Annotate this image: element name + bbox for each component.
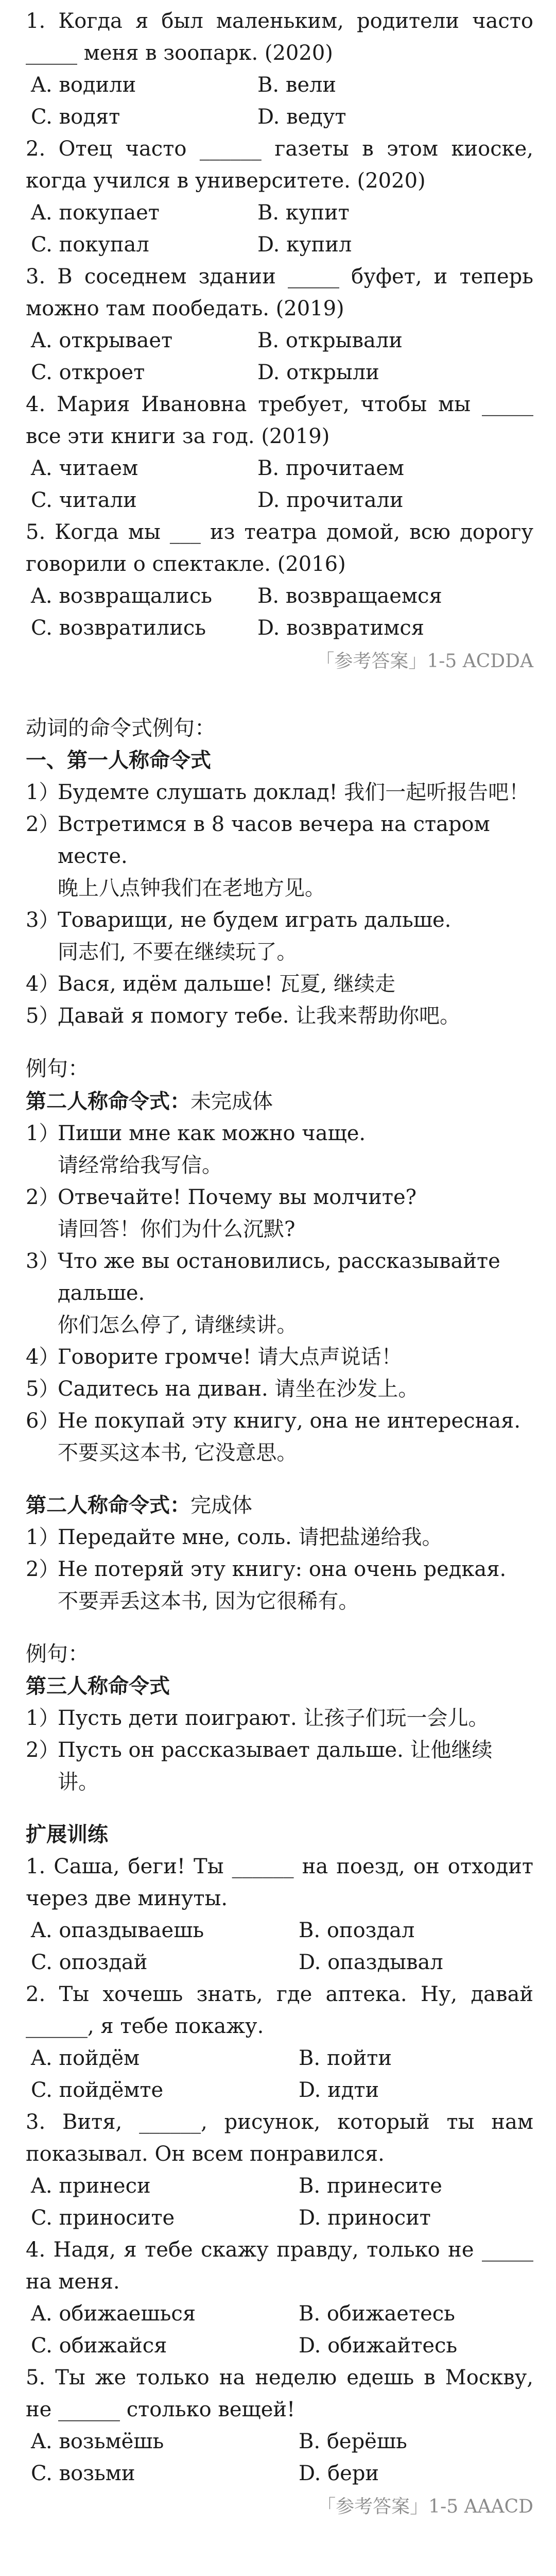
- option-c: C. опоздай: [31, 1951, 148, 1975]
- question-5: [26, 2362, 533, 2489]
- option-b: B. вели: [257, 73, 337, 97]
- answer-key: 「参考答案」1-5 AAACD: [317, 2496, 533, 2518]
- example-2: [26, 1734, 533, 1798]
- example-russian: Передайте мне, соль. 请把盐递给我。: [58, 1525, 443, 1549]
- option-b: B. купит: [257, 201, 350, 225]
- example-number: 1）: [26, 1121, 60, 1145]
- option-a: A. покупает: [31, 201, 160, 225]
- example-number: 4）: [26, 1345, 60, 1369]
- option-b: B. опоздал: [299, 1919, 415, 1943]
- example-russian: Не потеряй эту книгу: она очень редкая.: [58, 1557, 507, 1581]
- options: [26, 2042, 533, 2106]
- option-b: B. открывали: [257, 329, 403, 352]
- example-number: 5）: [26, 1377, 60, 1401]
- example-russian: Говорите громче! 请大点声说话！: [58, 1345, 402, 1369]
- example-russian: Товарищи, не будем играть дальше.: [58, 908, 451, 933]
- option-d: D. обижайтесь: [299, 2334, 458, 2358]
- option-a: A. обижаешься: [31, 2302, 196, 2326]
- example-chinese: 晚上八点钟我们在老地方见。: [58, 876, 325, 901]
- second-imperfective-heading: [26, 1086, 533, 1117]
- option-b: B. принесите: [299, 2174, 442, 2198]
- example-russian: Давай я помогу тебе. 让我来帮助你吧。: [58, 1004, 461, 1028]
- example-number: 3）: [26, 908, 60, 933]
- example-1: [26, 1702, 533, 1734]
- example-3: [26, 904, 533, 968]
- example-number: 4）: [26, 972, 60, 996]
- example-number: 2）: [26, 812, 60, 837]
- option-b: B. берёшь: [299, 2430, 407, 2454]
- option-b: B. прочитаем: [257, 456, 405, 480]
- example-4: [26, 968, 533, 1000]
- options: [26, 2426, 533, 2489]
- option-d: D. бери: [299, 2462, 379, 2486]
- question-2: [26, 1978, 533, 2106]
- option-a: A. водили: [31, 73, 136, 97]
- example-1: [26, 1117, 533, 1181]
- question-text: 1. Саша, беги! Ты ______ на поезд, он отходит через две минуты.: [26, 1855, 533, 1911]
- example-russian: Встретимся в 8 часов вечера на старом месте.: [58, 812, 490, 869]
- spacer: [26, 1617, 533, 1638]
- example-2: [26, 1553, 533, 1617]
- example-number: 2）: [26, 1738, 60, 1762]
- question-text: 5. Ты же только на неделю едешь в Москву, не ______ столько вещей!: [26, 2366, 533, 2422]
- question-text: 2. Ты хочешь знать, где аптека. Ну, давай ______, я тебе покажу.: [26, 1982, 533, 2039]
- option-d: D. опаздывал: [299, 1951, 443, 1975]
- example-label: 例句：: [26, 1056, 89, 1081]
- example-1: [26, 776, 533, 808]
- option-a: A. пойдём: [31, 2046, 140, 2071]
- option-c: C. покупал: [31, 233, 149, 257]
- option-b: B. возвращаемся: [257, 584, 442, 608]
- section-title: 扩展训练: [26, 1823, 108, 1847]
- question-3: [26, 2106, 533, 2234]
- option-d: D. открыли: [257, 361, 379, 384]
- example-chinese: 同志们, 不要在继续玩了。: [58, 940, 298, 964]
- option-d: D. прочитали: [257, 488, 404, 512]
- option-b: B. обижаетесь: [299, 2302, 455, 2326]
- spacer: [26, 1032, 533, 1053]
- options: [26, 1914, 533, 1978]
- example-5: [26, 1373, 533, 1405]
- example-chinese: 你们怎么停了, 请继续讲。: [58, 1313, 298, 1337]
- spacer: [26, 1798, 533, 1819]
- example-6: [26, 1405, 533, 1469]
- option-a: A. опаздываешь: [31, 1919, 204, 1943]
- example-label: 例句：: [26, 1641, 89, 1666]
- example-russian: Не покупай эту книгу, она не интересная.: [58, 1409, 521, 1433]
- example-2: [26, 1181, 533, 1245]
- heading-label: 第二人称命令式：: [26, 1493, 190, 1517]
- question-1: [26, 1851, 533, 1978]
- option-a: A. открывает: [31, 329, 173, 352]
- question-text: 4. Надя, я тебе скажу правду, только не _____ на меня.: [26, 2238, 533, 2294]
- question-text: 2. Отец часто ______ газеты в этом киоске, когда учился в университете. (2020): [26, 137, 533, 193]
- option-c: C. водят: [31, 105, 120, 129]
- example-number: 6）: [26, 1409, 60, 1433]
- answer-key: 「参考答案」1-5 ACDDA: [316, 651, 533, 672]
- example-3: [26, 1245, 533, 1341]
- exercise-2: [26, 1819, 533, 2521]
- example-4: [26, 1341, 533, 1373]
- example-chinese: 不要买这本书, 它没意思。: [58, 1440, 298, 1465]
- option-c: C. откроет: [31, 361, 145, 384]
- option-a: A. принеси: [31, 2174, 151, 2198]
- question-text: 4. Мария Ивановна требует, чтобы мы _____ все эти книги за год. (2019): [26, 393, 533, 448]
- example-number: 5）: [26, 1004, 60, 1028]
- example-number: 3）: [26, 1249, 60, 1273]
- question-text: 3. Витя, ______, рисунок, который ты нам показывал. Он всем понравился.: [26, 2110, 533, 2166]
- option-d: D. идти: [299, 2078, 379, 2103]
- example-5: [26, 1000, 533, 1032]
- first-person-heading: 一、第一人称命令式: [26, 749, 211, 773]
- example-russian: Пусть дети поиграют. 让孩子们玩一会儿。: [58, 1706, 489, 1731]
- option-d: D. купил: [257, 233, 352, 257]
- option-c: C. возьми: [31, 2462, 135, 2486]
- options: [26, 325, 533, 388]
- heading-aspect: 完成体: [190, 1493, 252, 1517]
- options: [26, 197, 533, 261]
- option-c: C. возвратились: [31, 616, 206, 640]
- option-a: A. возьмёшь: [31, 2430, 164, 2454]
- heading-label: 第二人称命令式：: [26, 1089, 190, 1113]
- example-russian: Отвечайте! Почему вы молчите?: [58, 1185, 417, 1209]
- option-a: A. читаем: [31, 456, 138, 480]
- question-text: 5. Когда мы ___ из театра домой, всю дорогу говорили о спектакле. (2016): [26, 520, 533, 576]
- option-a: A. возвращались: [31, 584, 212, 608]
- example-number: 1）: [26, 781, 60, 805]
- question-5: [26, 516, 533, 644]
- options: [26, 69, 533, 133]
- option-d: D. приносит: [299, 2206, 431, 2230]
- example-russian: Пиши мне как можно чаще.: [58, 1121, 366, 1145]
- imperative-section: [26, 712, 533, 1799]
- second-perfective-heading: [26, 1489, 533, 1521]
- spacer: [26, 1469, 533, 1489]
- example-russian: Пусть он рассказывает дальше. 让他继续讲。: [58, 1738, 493, 1794]
- example-russian: Садитесь на диван. 请坐在沙发上。: [58, 1377, 419, 1401]
- example-russian: Будемте слушать доклад! 我们一起听报告吧！: [58, 781, 530, 805]
- example-russian: Что же вы остановились, рассказывайте дальше.: [58, 1249, 500, 1305]
- question-4: [26, 2234, 533, 2362]
- example-chinese: 请经常给我写信。: [58, 1153, 222, 1177]
- option-d: D. ведут: [257, 105, 346, 129]
- options: [26, 452, 533, 516]
- question-2: [26, 133, 533, 261]
- question-1: [26, 5, 533, 133]
- example-1: [26, 1521, 533, 1553]
- example-number: 1）: [26, 1525, 60, 1549]
- example-number: 1）: [26, 1706, 60, 1731]
- options: [26, 2170, 533, 2234]
- third-person-heading: 第三人称命令式: [26, 1674, 170, 1699]
- option-c: C. читали: [31, 488, 137, 512]
- option-d: D. возвратимся: [257, 616, 425, 640]
- option-b: B. пойти: [299, 2046, 392, 2071]
- section-title: 动词的命令式例句：: [26, 715, 216, 740]
- option-c: C. приносите: [31, 2206, 175, 2230]
- example-chinese: 请回答！你们为什么沉默?: [58, 1217, 296, 1241]
- option-c: C. обижайся: [31, 2334, 167, 2358]
- question-4: [26, 388, 533, 516]
- options: [26, 580, 533, 644]
- question-text: 3. В соседнем здании _____ буфет, и теперь можно там пообедать. (2019): [26, 265, 533, 320]
- example-2: [26, 808, 533, 904]
- question-text: 1. Когда я был маленьким, родители часто _____ меня в зоопарк. (2020): [26, 9, 533, 65]
- example-number: 2）: [26, 1185, 60, 1209]
- example-chinese: 不要弄丢这本书, 因为它很稀有。: [58, 1589, 359, 1613]
- example-number: 2）: [26, 1557, 60, 1581]
- question-3: [26, 261, 533, 388]
- heading-aspect: 未完成体: [190, 1089, 273, 1113]
- option-c: C. пойдёмте: [31, 2078, 164, 2103]
- spacer: [26, 676, 533, 712]
- options: [26, 2298, 533, 2362]
- exercise-1: [26, 5, 533, 676]
- example-russian: Вася, идём дальше! 瓦夏, 继续走: [58, 972, 395, 996]
